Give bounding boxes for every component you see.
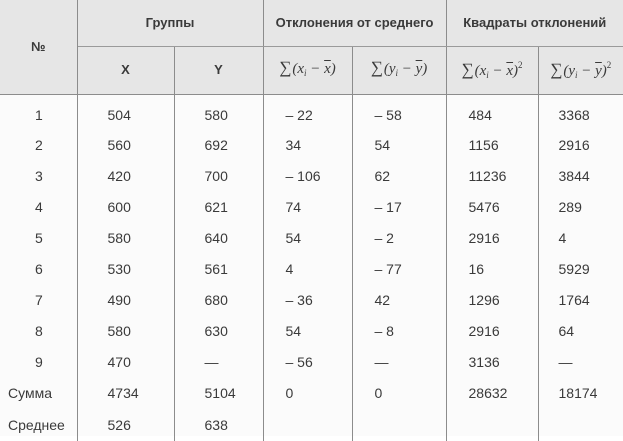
cell-dx2: 484 xyxy=(446,94,538,129)
cell-y: — xyxy=(174,346,263,377)
sum-dy2: 18174 xyxy=(558,385,598,401)
table-row xyxy=(0,222,623,253)
cell-dx2: 1296 xyxy=(446,284,538,315)
cell-dy2: 4 xyxy=(558,229,567,246)
mean-label: Среднее xyxy=(0,409,77,441)
row-number: 7 xyxy=(0,284,77,315)
cell-y: 692 xyxy=(174,129,263,160)
formula-sum-x-squared: $\sum(x_i - \overline{x})^2$ xyxy=(446,46,538,94)
cell-dx: 54 xyxy=(263,315,352,346)
header-number: № xyxy=(0,0,77,94)
table-row xyxy=(0,160,623,191)
cell-dx: – 22 xyxy=(263,94,352,129)
row-number: 5 xyxy=(0,222,77,253)
mean-y: 638 xyxy=(174,409,263,441)
cell-x: 530 xyxy=(77,253,174,284)
table-row xyxy=(0,94,623,129)
cell-dy: 54 xyxy=(352,129,446,160)
row-number: 6 xyxy=(0,253,77,284)
cell-x: 600 xyxy=(77,191,174,222)
table-row xyxy=(0,315,623,346)
header-row-2 xyxy=(0,46,623,94)
sum-y: 5104 xyxy=(174,377,263,409)
cell-y: 640 xyxy=(174,222,263,253)
sum-dy: 0 xyxy=(352,377,446,409)
header-y: Y xyxy=(174,46,263,94)
cell-x: 580 xyxy=(77,222,174,253)
cell-x: 560 xyxy=(77,129,174,160)
cell-dx2: 1156 xyxy=(446,129,538,160)
cell-dy: – 8 xyxy=(352,315,446,346)
sum-label: Сумма xyxy=(0,377,77,409)
sum-row xyxy=(0,377,623,409)
table-row xyxy=(0,346,623,377)
table-row xyxy=(0,129,623,160)
cell-dx2: 2916 xyxy=(446,315,538,346)
cell-x: 490 xyxy=(77,284,174,315)
sum-dx2: 28632 xyxy=(446,377,538,409)
cell-dx2: 16 xyxy=(446,253,538,284)
cell-dy: – 58 xyxy=(352,94,446,129)
cell-dy2: 5929 xyxy=(558,260,590,277)
header-groups: Группы xyxy=(77,0,263,46)
cell-y: 700 xyxy=(174,160,263,191)
cell-y: 580 xyxy=(174,94,263,129)
header-deviations: Отклонения от среднего xyxy=(263,0,446,46)
cell-x: 470 xyxy=(77,346,174,377)
cell-y: 561 xyxy=(174,253,263,284)
cell-dx2: 2916 xyxy=(446,222,538,253)
sum-x: 4734 xyxy=(77,377,174,409)
mean-row xyxy=(0,409,623,441)
row-number: 3 xyxy=(0,160,77,191)
formula-sum-y-squared: $\sum(y_i - \overline{y})^2$ xyxy=(538,46,623,94)
cell-x: 420 xyxy=(77,160,174,191)
header-row-1 xyxy=(0,0,623,46)
cell-dx: 54 xyxy=(263,222,352,253)
header-x: X xyxy=(77,46,174,94)
table-row xyxy=(0,191,623,222)
mean-dx-empty xyxy=(263,409,352,441)
cell-dx: 34 xyxy=(263,129,352,160)
sum-dx: 0 xyxy=(263,377,352,409)
header-squares: Квадраты отклонений xyxy=(446,0,623,46)
cell-dx: 4 xyxy=(263,253,352,284)
cell-dx: – 36 xyxy=(263,284,352,315)
cell-y: 680 xyxy=(174,284,263,315)
cell-dx: – 106 xyxy=(263,160,352,191)
cell-dx2: 11236 xyxy=(446,160,538,191)
table-row xyxy=(0,253,623,284)
cell-dx: – 56 xyxy=(263,346,352,377)
cell-dy2: 1764 xyxy=(558,291,590,308)
cell-dy2: 3844 xyxy=(558,167,590,184)
formula-sum-x-deviation: $\sum(x_i - \overline{x})$ xyxy=(263,46,352,94)
cell-dy2: 289 xyxy=(558,198,582,215)
mean-x: 526 xyxy=(77,409,174,441)
mean-dy-empty xyxy=(352,409,446,441)
cell-dy2: — xyxy=(558,353,573,370)
cell-dy: — xyxy=(352,346,446,377)
cell-dy2: 3368 xyxy=(558,106,590,123)
cell-x: 580 xyxy=(77,315,174,346)
cell-dy: – 77 xyxy=(352,253,446,284)
row-number: 4 xyxy=(0,191,77,222)
row-number: 2 xyxy=(0,129,77,160)
formula-sum-y-deviation: $\sum(y_i - \overline{y})$ xyxy=(352,46,446,94)
row-number: 9 xyxy=(0,346,77,377)
cell-x: 504 xyxy=(77,94,174,129)
mean-dy2-empty xyxy=(538,409,623,441)
cell-y: 621 xyxy=(174,191,263,222)
row-number: 8 xyxy=(0,315,77,346)
cell-dy: – 2 xyxy=(352,222,446,253)
cell-dy: 62 xyxy=(352,160,446,191)
cell-dx: 74 xyxy=(263,191,352,222)
row-number: 1 xyxy=(0,94,77,129)
cell-dx2: 5476 xyxy=(446,191,538,222)
cell-dx2: 3136 xyxy=(446,346,538,377)
mean-dx2-empty xyxy=(446,409,538,441)
cell-dy: 42 xyxy=(352,284,446,315)
cell-dy2: 64 xyxy=(558,322,575,339)
cell-dy: – 17 xyxy=(352,191,446,222)
cell-y: 630 xyxy=(174,315,263,346)
table-row xyxy=(0,284,623,315)
cell-dy2: 2916 xyxy=(558,136,590,153)
